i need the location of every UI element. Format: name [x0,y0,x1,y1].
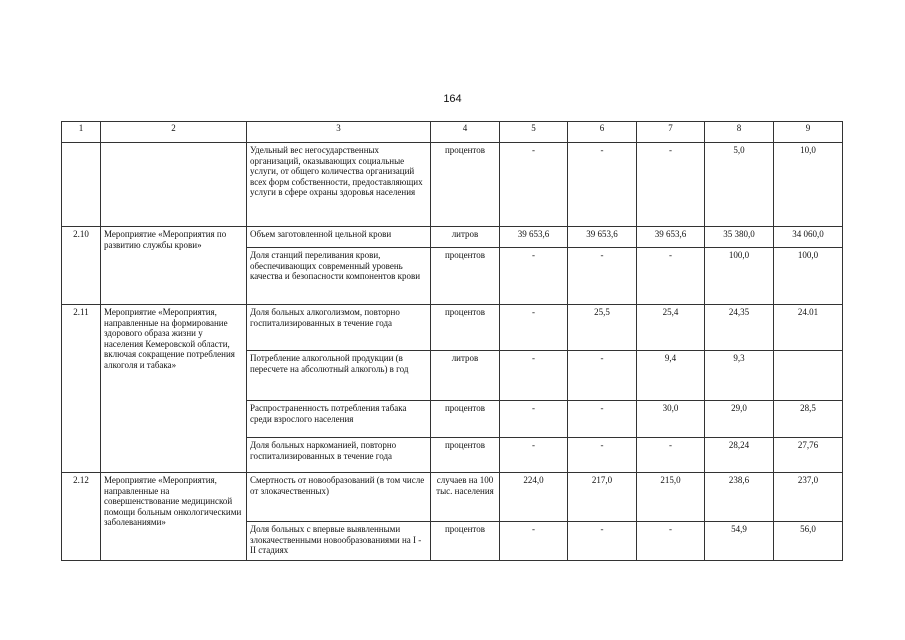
cell-value: 39 653,6 [568,227,637,248]
cell-value: - [568,522,637,561]
cell-indicator: Доля больных наркоманией, повторно госпитализированных в течение года [247,438,431,473]
cell-value: - [637,522,705,561]
cell-value: 10,0 [774,143,843,227]
cell-unit: процентов [431,143,500,227]
cell-value: 39 653,6 [637,227,705,248]
header-col-3: 3 [247,122,431,143]
cell-number [62,143,101,227]
cell-value: - [500,438,568,473]
cell-unit: процентов [431,305,500,351]
cell-value: - [500,305,568,351]
cell-indicator: Потребление алкогольной продукции (в пересчете на абсолютный алкоголь) в год [247,351,431,401]
header-col-1: 1 [62,122,101,143]
cell-value: 5,0 [705,143,774,227]
cell-value: 224,0 [500,473,568,522]
cell-value: - [568,143,637,227]
cell-value: - [637,143,705,227]
header-col-8: 8 [705,122,774,143]
cell-value: - [568,351,637,401]
cell-value: 54,9 [705,522,774,561]
cell-measure: Мероприятие «Мероприятия, направленные на совершенствование медицинской помощи больным онкологическими заболеваниями» [101,473,247,561]
cell-value: - [500,401,568,438]
cell-value: 237,0 [774,473,843,522]
cell-value: 9,3 [705,351,774,401]
cell-indicator: Объем заготовленной цельной крови [247,227,431,248]
header-col-6: 6 [568,122,637,143]
cell-indicator: Доля станций переливания крови, обеспечивающих современный уровень качества и безопасности компонентов крови [247,248,431,305]
cell-value: - [568,438,637,473]
cell-indicator: Распространенность потребления табака среди взрослого населения [247,401,431,438]
cell-value: 28,24 [705,438,774,473]
cell-value: - [500,143,568,227]
cell-value: 56,0 [774,522,843,561]
cell-indicator: Удельный вес негосударственных организаций, оказывающих социальные услуги, от общего количества организаций всех форм собственности, предоставляющих услуги в сфере охраны здоровья населения [247,143,431,227]
cell-value: - [568,248,637,305]
cell-number: 2.11 [62,305,101,473]
cell-value: - [637,248,705,305]
cell-unit: литров [431,227,500,248]
cell-value: - [500,351,568,401]
cell-unit: процентов [431,401,500,438]
cell-value: 24.01 [774,305,843,351]
cell-value: 27,76 [774,438,843,473]
page-number: 164 [443,93,462,105]
cell-value: 29,0 [705,401,774,438]
table-row [62,473,843,522]
header-col-2: 2 [101,122,247,143]
cell-value: 238,6 [705,473,774,522]
header-col-7: 7 [637,122,705,143]
header-row [62,122,843,143]
cell-value: 217,0 [568,473,637,522]
table-row [62,143,843,227]
indicators-table [61,121,843,561]
cell-indicator: Доля больных с впервые выявленными злокачественными новообразованиями на I - II стадиях [247,522,431,561]
cell-unit: процентов [431,248,500,305]
cell-value: 25,4 [637,305,705,351]
cell-value: - [637,438,705,473]
cell-value: 215,0 [637,473,705,522]
cell-value: - [568,401,637,438]
cell-value: - [500,522,568,561]
cell-value: 100,0 [774,248,843,305]
cell-unit: процентов [431,438,500,473]
cell-value: 24,35 [705,305,774,351]
header-col-9: 9 [774,122,843,143]
header-col-4: 4 [431,122,500,143]
cell-value: 100,0 [705,248,774,305]
cell-measure: Мероприятие «Мероприятия, направленные на формирование здорового образа жизни у населения Кемеровской области, включая сокращение потребления алкоголя и табака» [101,305,247,473]
cell-value: 28,5 [774,401,843,438]
cell-measure [101,143,247,227]
cell-unit: процентов [431,522,500,561]
cell-value [774,351,843,401]
cell-value: 9,4 [637,351,705,401]
cell-indicator: Смертность от новообразований (в том числе от злокачественных) [247,473,431,522]
table-row [62,305,843,351]
header-col-5: 5 [500,122,568,143]
cell-measure: Мероприятие «Мероприятия по развитию службы крови» [101,227,247,305]
cell-value: 25,5 [568,305,637,351]
cell-number: 2.12 [62,473,101,561]
cell-unit: литров [431,351,500,401]
cell-value: 35 380,0 [705,227,774,248]
table-row [62,227,843,248]
cell-indicator: Доля больных алкоголизмом, повторно госпитализированных в течение года [247,305,431,351]
cell-value: - [500,248,568,305]
cell-value: 34 060,0 [774,227,843,248]
cell-value: 30,0 [637,401,705,438]
cell-number: 2.10 [62,227,101,305]
cell-value: 39 653,6 [500,227,568,248]
cell-unit: случаев на 100 тыс. населения [431,473,500,522]
